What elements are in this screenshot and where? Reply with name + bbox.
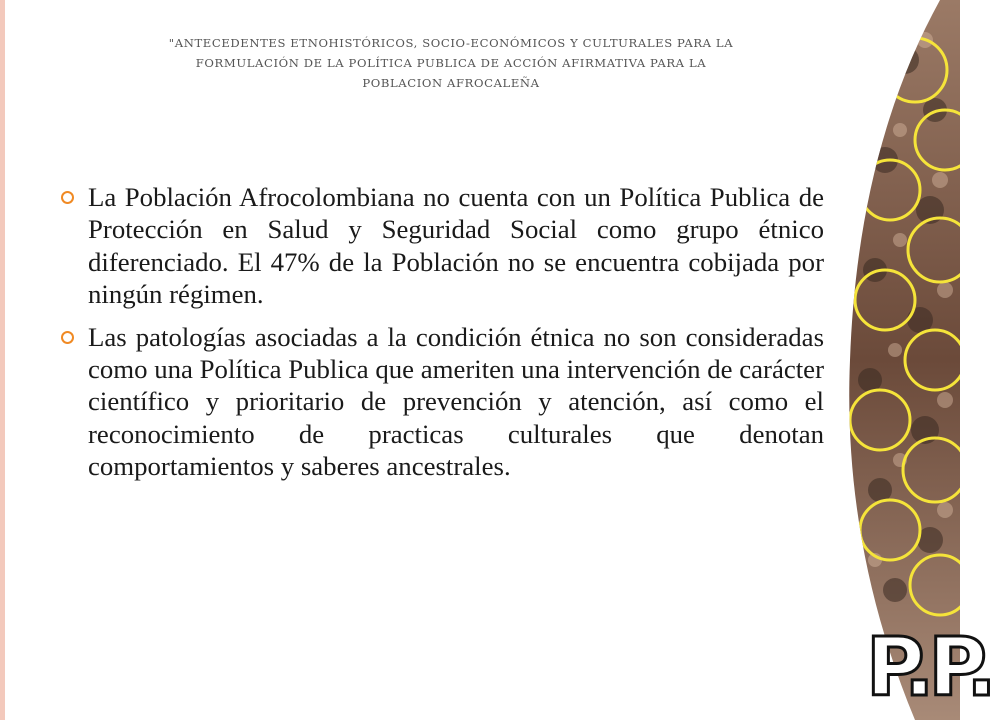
title-line-1: "ANTECEDENTES ETNOHISTÓRICOS, SOCIO-ECONÓMICOS Y CULTURALES PARA LA [168, 36, 734, 50]
title-line-2: FORMULACIÓN DE LA POLÍTICA PUBLICA DE ACCIÓN AFIRMATIVA PARA LA [195, 56, 707, 70]
pp-logo: P.P. [866, 621, 991, 714]
bullet-item [58, 321, 824, 483]
slide-left-border [0, 0, 5, 720]
people-collage-decoration [845, 0, 960, 720]
bullet-text: Las patologías asociadas a la condición étnica no son consideradas como una Política Publica que ameriten una intervención de carácter científico y prioritario de prevención y atención, así como el reconocimiento de practicas culturales que denotan comportamientos y saberes ancestrales. [88, 321, 824, 482]
bullet-ring-icon [61, 191, 74, 204]
slide-title [48, 33, 854, 93]
bullet-ring-icon [61, 331, 74, 344]
bullet-text: La Población Afrocolombiana no cuenta con un Política Publica de Protección en Salud y Seguridad Social como grupo étnico diferenciado. El 47% de la Población no se encuentra cobijada por ningún régimen. [88, 182, 824, 310]
bullet-item [58, 181, 824, 311]
bullet-list [58, 181, 824, 493]
title-line-3: POBLACION AFROCALEÑA [362, 76, 540, 90]
